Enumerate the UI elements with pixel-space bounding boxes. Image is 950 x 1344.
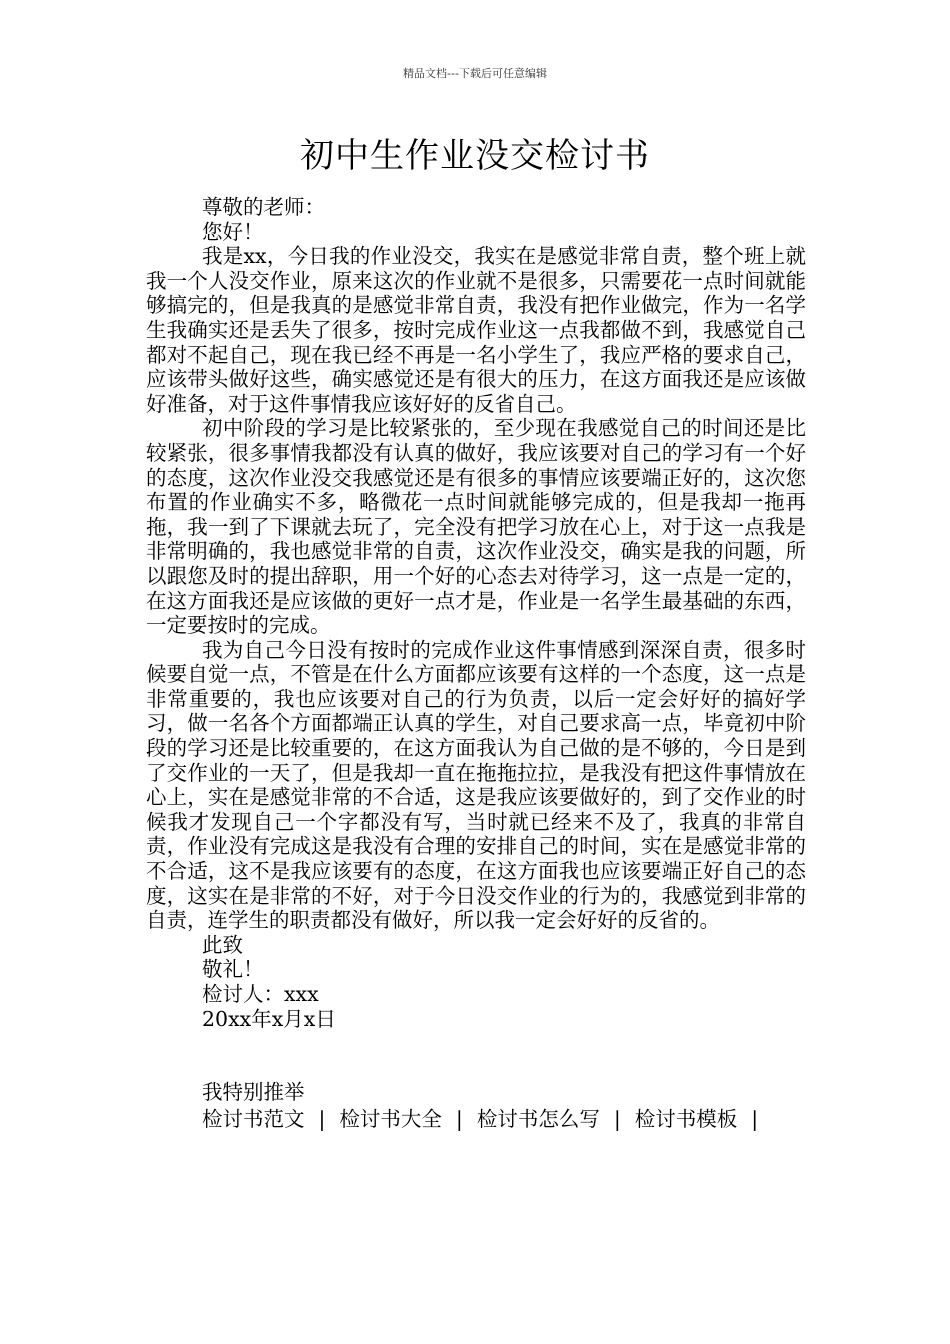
spacer bbox=[146, 1031, 806, 1080]
document-title: 初中生作业没交检讨书 bbox=[300, 136, 650, 176]
signer: 检讨人：xxx bbox=[202, 982, 319, 1006]
page-header: 精品文档---下载后可任意编辑 bbox=[403, 67, 547, 80]
recommend-links bbox=[146, 1107, 806, 1132]
recommend-link-daquan[interactable]: 检讨书大全 bbox=[339, 1106, 442, 1131]
recommend-link-zenmexie[interactable]: 检讨书怎么写 bbox=[476, 1106, 600, 1131]
closing-line-1: 此致 bbox=[202, 932, 243, 957]
date: 20xx年x月x日 bbox=[202, 1006, 336, 1031]
link-separator: | bbox=[455, 1106, 463, 1131]
closing-line-2: 敬礼！ bbox=[202, 957, 264, 982]
greeting: 您好！ bbox=[202, 219, 264, 244]
recommend-link-moban[interactable]: 检讨书模板 bbox=[634, 1106, 738, 1131]
recommend-link-fanwen[interactable]: 检讨书范文 bbox=[202, 1106, 305, 1131]
link-separator: | bbox=[318, 1106, 326, 1131]
body-paragraph-3: 我为自己今日没有按时的完成作业这件事情感到深深自责，很多时候要自觉一点，不管是在什么方面都应该要有这样的一个态度，这一点是非常重要的，我也应该要对自己的行为负责，以后一定会好好的搞好学习，做一名各个方面都端正认真的学生，对自己要求高一点，毕竟初中阶段的学习还是比较重要的，在这方面我认为自己做的是不够的，今日是到了交作业的一天了，但是我却一直在拖拖拉拉，是我没有把这件事情放在心上，实在是感觉非常的不合适，这是我应该要做好的，到了交作业的时候我才发现自己一个字都没有写，当时就已经来不及了，我真的非常自责，作业没有完成这是我没有合理的安排自己的时间，实在是感觉非常的不合适，这不是我应该要有的态度，在这方面我也应该要端正好自己的态度，这实在是非常的不好，对于今日没交作业的行为的，我感觉到非常的自责，连学生的职责都没有做好，所以我一定会好好的反省的。 bbox=[146, 637, 806, 933]
document-body bbox=[146, 195, 806, 1131]
salutation: 尊敬的老师： bbox=[202, 195, 325, 219]
body-paragraph-1: 我是xx，今日我的作业没交，我实在是感觉非常自责，整个班上就我一个人没交作业，原来这次的作业就不是很多，只需要花一点时间就能够搞完的，但是我真的是感觉非常自责，我没有把作业做完，作为一名学生我确实还是丢失了很多，按时完成作业这一点我都做不到，我感觉自己都对不起自己，现在我已经不再是一名小学生了，我应严格的要求自己，应该带头做好这些，确实感觉还是有很大的压力，在这方面我还是应该做好准备，对于这件事情我应该好好的反省自己。 bbox=[146, 244, 806, 416]
body-paragraph-2: 初中阶段的学习是比较紧张的，至少现在我感觉自己的时间还是比较紧张，很多事情我都没有认真的做好，我应该要对自己的学习有一个好的态度，这次作业没交我感觉还是有很多的事情应该要端正好的，这次您布置的作业确实不多，略微花一点时间就能够完成的，但是我却一拖再拖，我一到了下课就去玩了，完全没有把学习放在心上，对于这一点我是非常明确的，我也感觉非常的自责，这次作业没交，确实是我的问题，所以跟您及时的提出辞职，用一个好的心态去对待学习，这一点是一定的，在这方面我还是应该做的更好一点才是，作业是一名学生最基础的东西，一定要按时的完成。 bbox=[146, 416, 806, 638]
link-separator: | bbox=[751, 1106, 759, 1131]
link-separator: | bbox=[613, 1106, 621, 1131]
recommend-heading: 我特别推举 bbox=[202, 1080, 305, 1105]
